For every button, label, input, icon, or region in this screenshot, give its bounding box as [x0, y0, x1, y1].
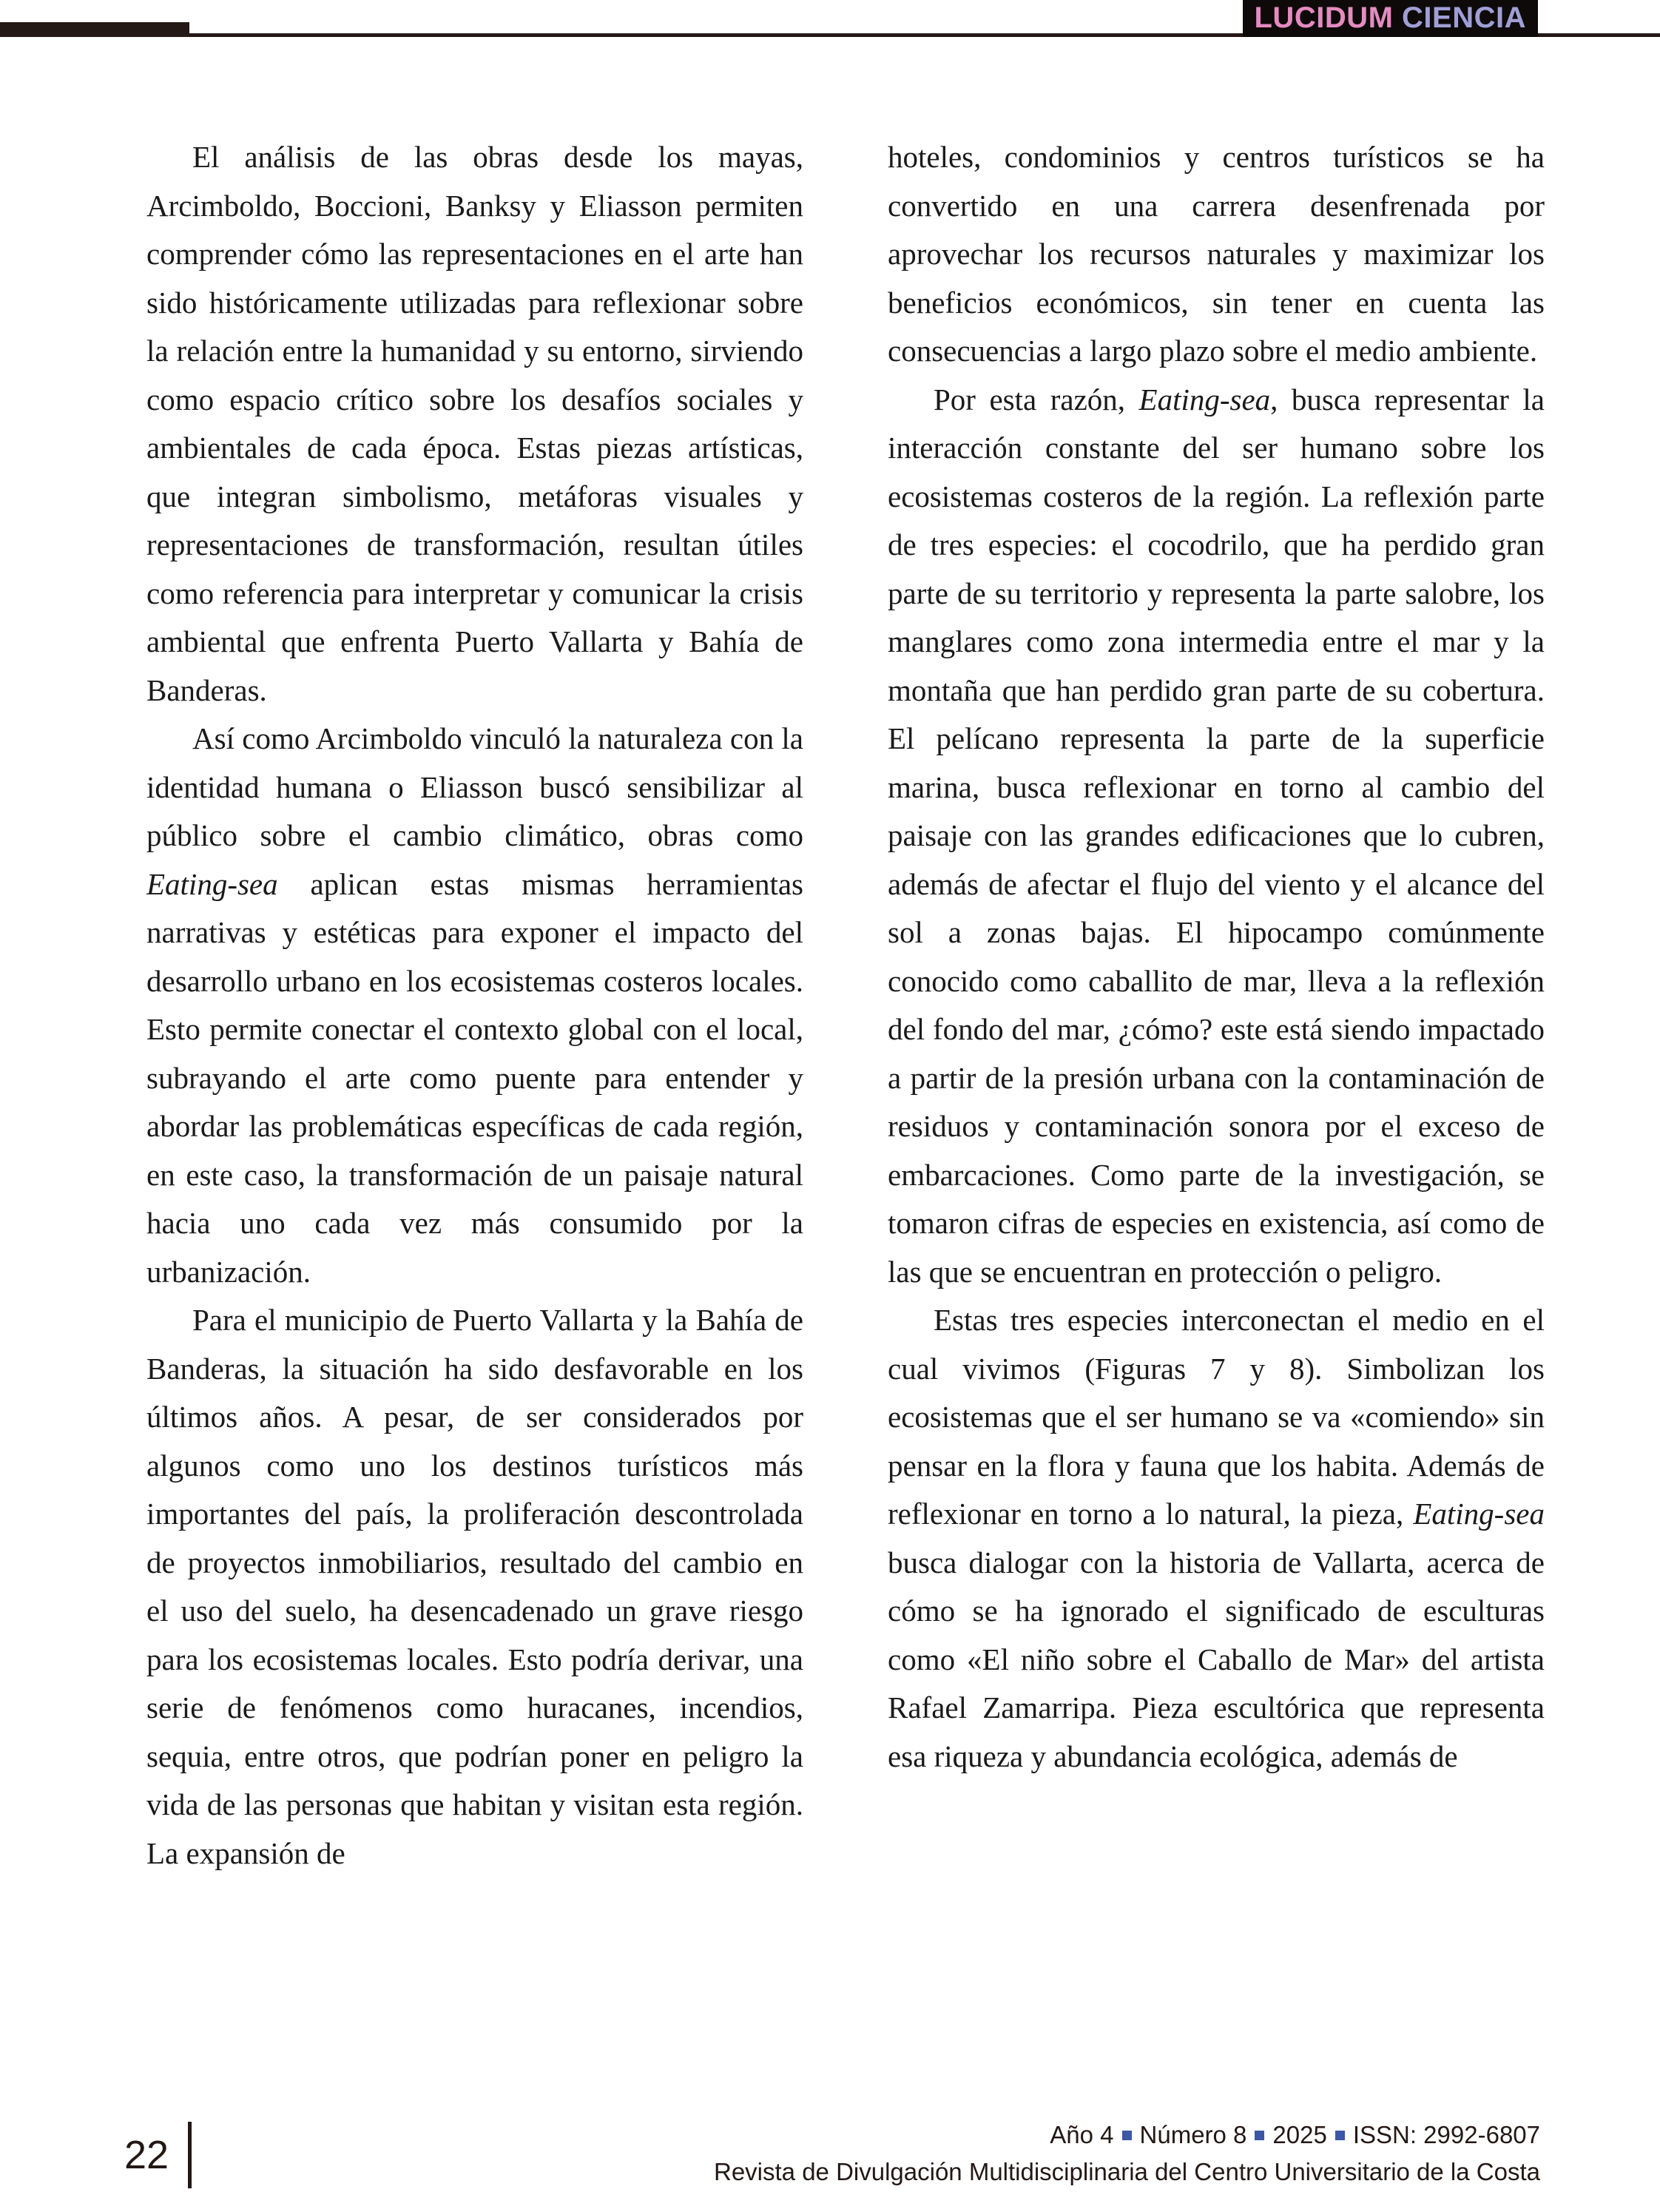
text-column-right	[888, 133, 1545, 1781]
masthead-badge	[1243, 0, 1539, 37]
paragraph	[888, 1296, 1545, 1781]
paragraph-part: Para el municipio de Puerto Vallarta y la Bahía de Banderas, la situación ha sido desfavorable en los últimos años. A pesar, de ser considerados por algunos como uno los destinos turísticos más importantes del país, la proliferación descontrolada de proyectos inmobiliarios, resultado del cambio en el uso del suelo, ha desencadenado un grave riesgo para los ecosistemas locales. Esto podría derivar, una serie de fenómenos como huracanes, incendios, sequia, entre otros, que podrían poner en peligro la vida de las personas que habitan y visitan esta región. La expansión de	[146, 1303, 803, 1870]
paragraph-part: Así como Arcimboldo vinculó la naturaleza con la identidad humana o Eliasson buscó sensibilizar al público sobre el cambio climático, obras como Eating-sea aplican estas mismas herramientas narrativas y estéticas para exponer el impacto del desarrollo urbano en los ecosistemas costeros locales. Esto permite conectar el contexto global con el local, subrayando el arte como puente para entender y abordar las problemáticas específicas de cada región, en este caso, la transformación de un paisaje natural hacia uno cada vez más consumido por la urbanización.	[146, 721, 803, 1289]
paragraph: El análisis de las obras desde los mayas, Arcimboldo, Boccioni, Banksy y Eliasson permiten comprender cómo las representaciones en el arte han sido históricamente utilizadas para reflexionar sobre la relación entre la humanidad y su entorno, sirviendo como espacio crítico sobre los desafíos sociales y ambientales de cada época. Estas piezas artísticas, que integran simbolismo, metáforas visuales y representaciones de transformación, resultan útiles como referencia para interpretar y comunicar la crisis ambiental que enfrenta Puerto Vallarta y Bahía de Banderas.	[146, 140, 803, 707]
footer-year: 2025	[1272, 2121, 1327, 2148]
page-header	[0, 0, 1660, 67]
footer-issn: ISSN: 2992-6807	[1352, 2121, 1540, 2148]
page-footer	[0, 2105, 1660, 2212]
masthead-ciencia-text: CIENCIA	[1402, 1, 1526, 34]
work-title-italic: Eating-sea	[146, 866, 278, 901]
paragraph	[146, 1296, 803, 1878]
square-separator-icon	[1122, 2131, 1132, 2140]
article-body	[146, 133, 1545, 2064]
paragraph: hoteles, condominios y centros turísticos se ha convertido en una carrera desenfrenada por aprovechar los recursos naturales y maximizar los beneficios económicos, sin tener en cuenta las consecuencias a largo plazo sobre el medio ambiente.	[888, 140, 1545, 368]
page-number-group	[124, 2120, 192, 2191]
paragraph-part: Por esta razón, Eating-sea, busca representar la interacción constante del ser humano sobre los ecosistemas costeros de la región. La reflexión parte de tres especies: el cocodrilo, que ha perdido gran parte de su territorio y representa la parte salobre, los manglares como zona intermedia entre el mar y la montaña que han perdido gran parte de su cobertura. El pelícano representa la parte de la superficie marina, busca reflexionar en torno al cambio del paisaje con las grandes edificaciones que lo cubren, además de afectar el flujo del viento y el alcance del sol a zonas bajas. El hipocampo comúnmente conocido como caballito de mar, lleva a la reflexión del fondo del mar, ¿cómo? este está siendo impactado a partir de la presión urbana con la contaminación de residuos y contaminación sonora por el exceso de embarcaciones. Como parte de la investigación, se tomaron cifras de especies en existencia, así como de las que se encuentran en protección o peligro.	[888, 382, 1545, 1289]
footer-number-label: Número 8	[1139, 2121, 1247, 2148]
paragraph-part: Estas tres especies interconectan el medio en el cual vivimos (Figuras 7 y 8). Simbolizan los ecosistemas que el ser humano se va «comiendo» sin pensar en la flora y fauna que los habita. Además de reflexionar en torno a lo natural, la pieza, Eating-sea busca dialogar con la historia de Vallarta, acerca de cómo se ha ignorado el significado de esculturas como «El niño sobre el Caballo de Mar» del artista Rafael Zamarripa. Pieza escultórica que representa esa riqueza y abundancia ecológica, además de	[888, 1303, 1545, 1773]
paragraph	[888, 376, 1545, 1297]
page-number-divider	[188, 2122, 192, 2188]
footer-year-label: Año 4	[1050, 2121, 1114, 2148]
footer-imprint	[714, 2117, 1540, 2191]
square-separator-icon	[1335, 2131, 1345, 2140]
header-rule-thick	[0, 22, 189, 37]
work-title-italic: Eating-sea	[1413, 1497, 1545, 1531]
work-title-italic: Eating-sea	[1138, 382, 1271, 417]
text-column-left	[146, 133, 803, 1878]
masthead-lucidum-text: LUCIDUM	[1254, 1, 1394, 34]
paragraph	[146, 715, 803, 1296]
square-separator-icon	[1255, 2131, 1264, 2140]
page-number: 22	[124, 2133, 169, 2177]
footer-issue-line	[714, 2117, 1540, 2154]
footer-journal-line: Revista de Divulgación Multidisciplinaria del Centro Universitario de la Costa	[713, 2158, 1540, 2185]
